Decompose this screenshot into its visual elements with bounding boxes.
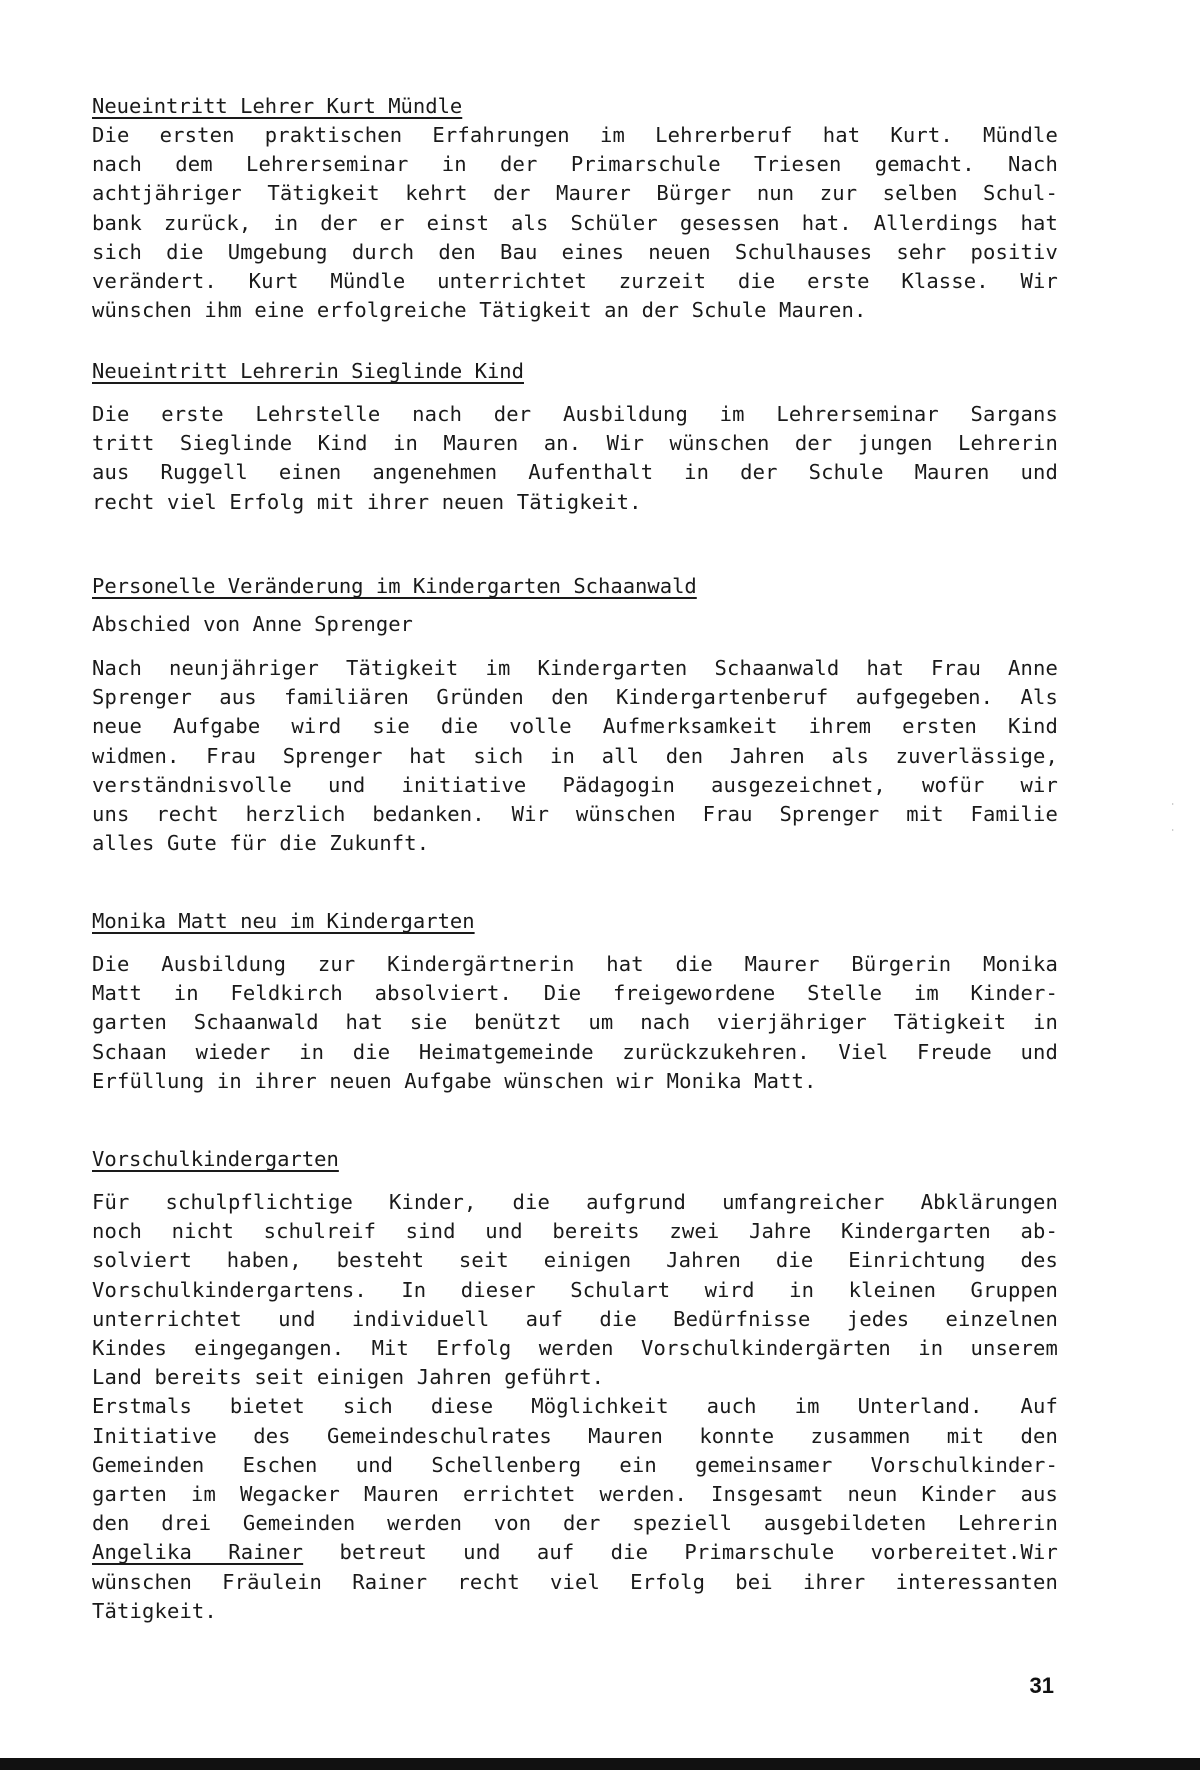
text-line: garten Schaanwald hat sie benützt um nach vierjähriger Tätigkeit in	[92, 1010, 1058, 1035]
section-heading: Neueintritt Lehrer Kurt Mündle	[92, 94, 463, 118]
section-paragraph	[92, 950, 1058, 1096]
text-line-with-name	[92, 1538, 1058, 1567]
text-line: bank zurück, in der er einst als Schüler gesessen hat. Allerdings hat	[92, 210, 1058, 235]
scan-margin-mark: ·	[1171, 826, 1174, 835]
text-line: alles Gute für die Zukunft.	[92, 831, 430, 856]
text-line: den drei Gemeinden werden von der speziell ausgebildeten Lehrerin	[92, 1511, 1058, 1536]
text-line: verständnisvolle und initiative Pädagogin ausgezeichnet, wofür wir	[92, 772, 1058, 797]
text-line: wünschen ihm eine erfolgreiche Tätigkeit an der Schule Mauren.	[92, 298, 867, 323]
section-heading: Personelle Veränderung im Kindergarten Schaanwald	[92, 574, 697, 598]
section-vorschulkindergarten	[92, 1145, 1058, 1626]
scan-margin-mark: ·	[1171, 800, 1174, 809]
text-line: achtjähriger Tätigkeit kehrt der Maurer Bürger nun zur selben Schul-	[92, 181, 1058, 206]
bottom-scan-border	[0, 1758, 1200, 1770]
text-line: aus Ruggell einen angenehmen Aufenthalt in der Schule Mauren und	[92, 460, 1058, 485]
text-line: verändert. Kurt Mündle unterrichtet zurzeit die erste Klasse. Wir	[92, 269, 1058, 294]
name-line-rest: betreut und auf die Primarschule vorbereitet.Wir	[339, 1540, 1058, 1565]
text-line: Tätigkeit.	[92, 1598, 217, 1623]
text-line: Erstmals bietet sich diese Möglichkeit auch im Unterland. Auf	[92, 1394, 1058, 1419]
underlined-teacher-name: Angelika Rainer	[92, 1540, 304, 1565]
text-line: Vorschulkindergartens. In dieser Schulart wird in kleinen Gruppen	[92, 1277, 1058, 1302]
section-sieglinde-kind	[92, 357, 1058, 517]
section-heading: Vorschulkindergarten	[92, 1147, 339, 1171]
text-line: garten im Wegacker Mauren errichtet werden. Insgesamt neun Kinder aus	[92, 1482, 1058, 1507]
section-subheading: Abschied von Anne Sprenger	[92, 612, 413, 636]
text-line: noch nicht schulreif sind und bereits zwei Jahre Kindergarten ab-	[92, 1219, 1058, 1244]
text-line: solviert haben, besteht seit einigen Jahren die Einrichtung des	[92, 1248, 1058, 1273]
text-line: Gemeinden Eschen und Schellenberg ein gemeinsamer Vorschulkinder-	[92, 1452, 1058, 1477]
text-line: Land bereits seit einigen Jahren geführt.	[92, 1365, 605, 1390]
section-kurt-muendle	[92, 92, 1058, 325]
section-paragraph	[92, 1188, 1058, 1392]
text-line: Matt in Feldkirch absolviert. Die freigewordene Stelle im Kinder-	[92, 981, 1058, 1006]
text-line: Sprenger aus familiären Gründen den Kindergartenberuf aufgegeben. Als	[92, 685, 1058, 710]
section-monika-matt	[92, 907, 1058, 1096]
section-paragraph	[92, 654, 1058, 858]
text-line: neue Aufgabe wird sie die volle Aufmerksamkeit ihrem ersten Kind	[92, 714, 1058, 739]
text-line: recht viel Erfolg mit ihrer neuen Tätigkeit.	[92, 489, 642, 514]
section-heading: Neueintritt Lehrerin Sieglinde Kind	[92, 359, 524, 383]
text-line: Die ersten praktischen Erfahrungen im Lehrerberuf hat Kurt. Mündle	[92, 123, 1058, 147]
text-line: Kindes eingegangen. Mit Erfolg werden Vorschulkindergärten in unserem	[92, 1336, 1058, 1361]
text-line: Nach neunjähriger Tätigkeit im Kindergarten Schaanwald hat Frau Anne	[92, 656, 1058, 680]
text-line: Erfüllung in ihrer neuen Aufgabe wünschen wir Monika Matt.	[92, 1068, 817, 1093]
text-line: tritt Sieglinde Kind in Mauren an. Wir wünschen der jungen Lehrerin	[92, 431, 1058, 456]
text-line: wünschen Fräulein Rainer recht viel Erfolg bei ihrer interessanten	[92, 1569, 1058, 1594]
text-line: uns recht herzlich bedanken. Wir wünschen Frau Sprenger mit Familie	[92, 802, 1058, 827]
text-line: sich die Umgebung durch den Bau eines neuen Schulhauses sehr positiv	[92, 239, 1058, 264]
text-line: Die Ausbildung zur Kindergärtnerin hat die Maurer Bürgerin Monika	[92, 952, 1058, 976]
section-paragraph-2	[92, 1392, 1058, 1626]
page-number: 31	[1029, 1673, 1054, 1698]
section-anne-sprenger	[92, 572, 1058, 858]
text-line: widmen. Frau Sprenger hat sich in all den Jahren als zuverlässige,	[92, 743, 1058, 768]
text-line: Für schulpflichtige Kinder, die aufgrund umfangreicher Abklärungen	[92, 1190, 1058, 1214]
text-line: unterrichtet und individuell auf die Bedürfnisse jedes einzelnen	[92, 1306, 1058, 1331]
text-line: Die erste Lehrstelle nach der Ausbildung im Lehrerseminar Sargans	[92, 402, 1058, 426]
text-line: nach dem Lehrerseminar in der Primarschule Triesen gemacht. Nach	[92, 152, 1058, 177]
section-paragraph	[92, 121, 1058, 325]
section-paragraph	[92, 400, 1058, 517]
text-line: Schaan wieder in die Heimatgemeinde zurückzukehren. Viel Freude und	[92, 1039, 1058, 1064]
text-line: Initiative des Gemeindeschulrates Mauren konnte zusammen mit den	[92, 1423, 1058, 1448]
section-heading: Monika Matt neu im Kindergarten	[92, 909, 475, 933]
